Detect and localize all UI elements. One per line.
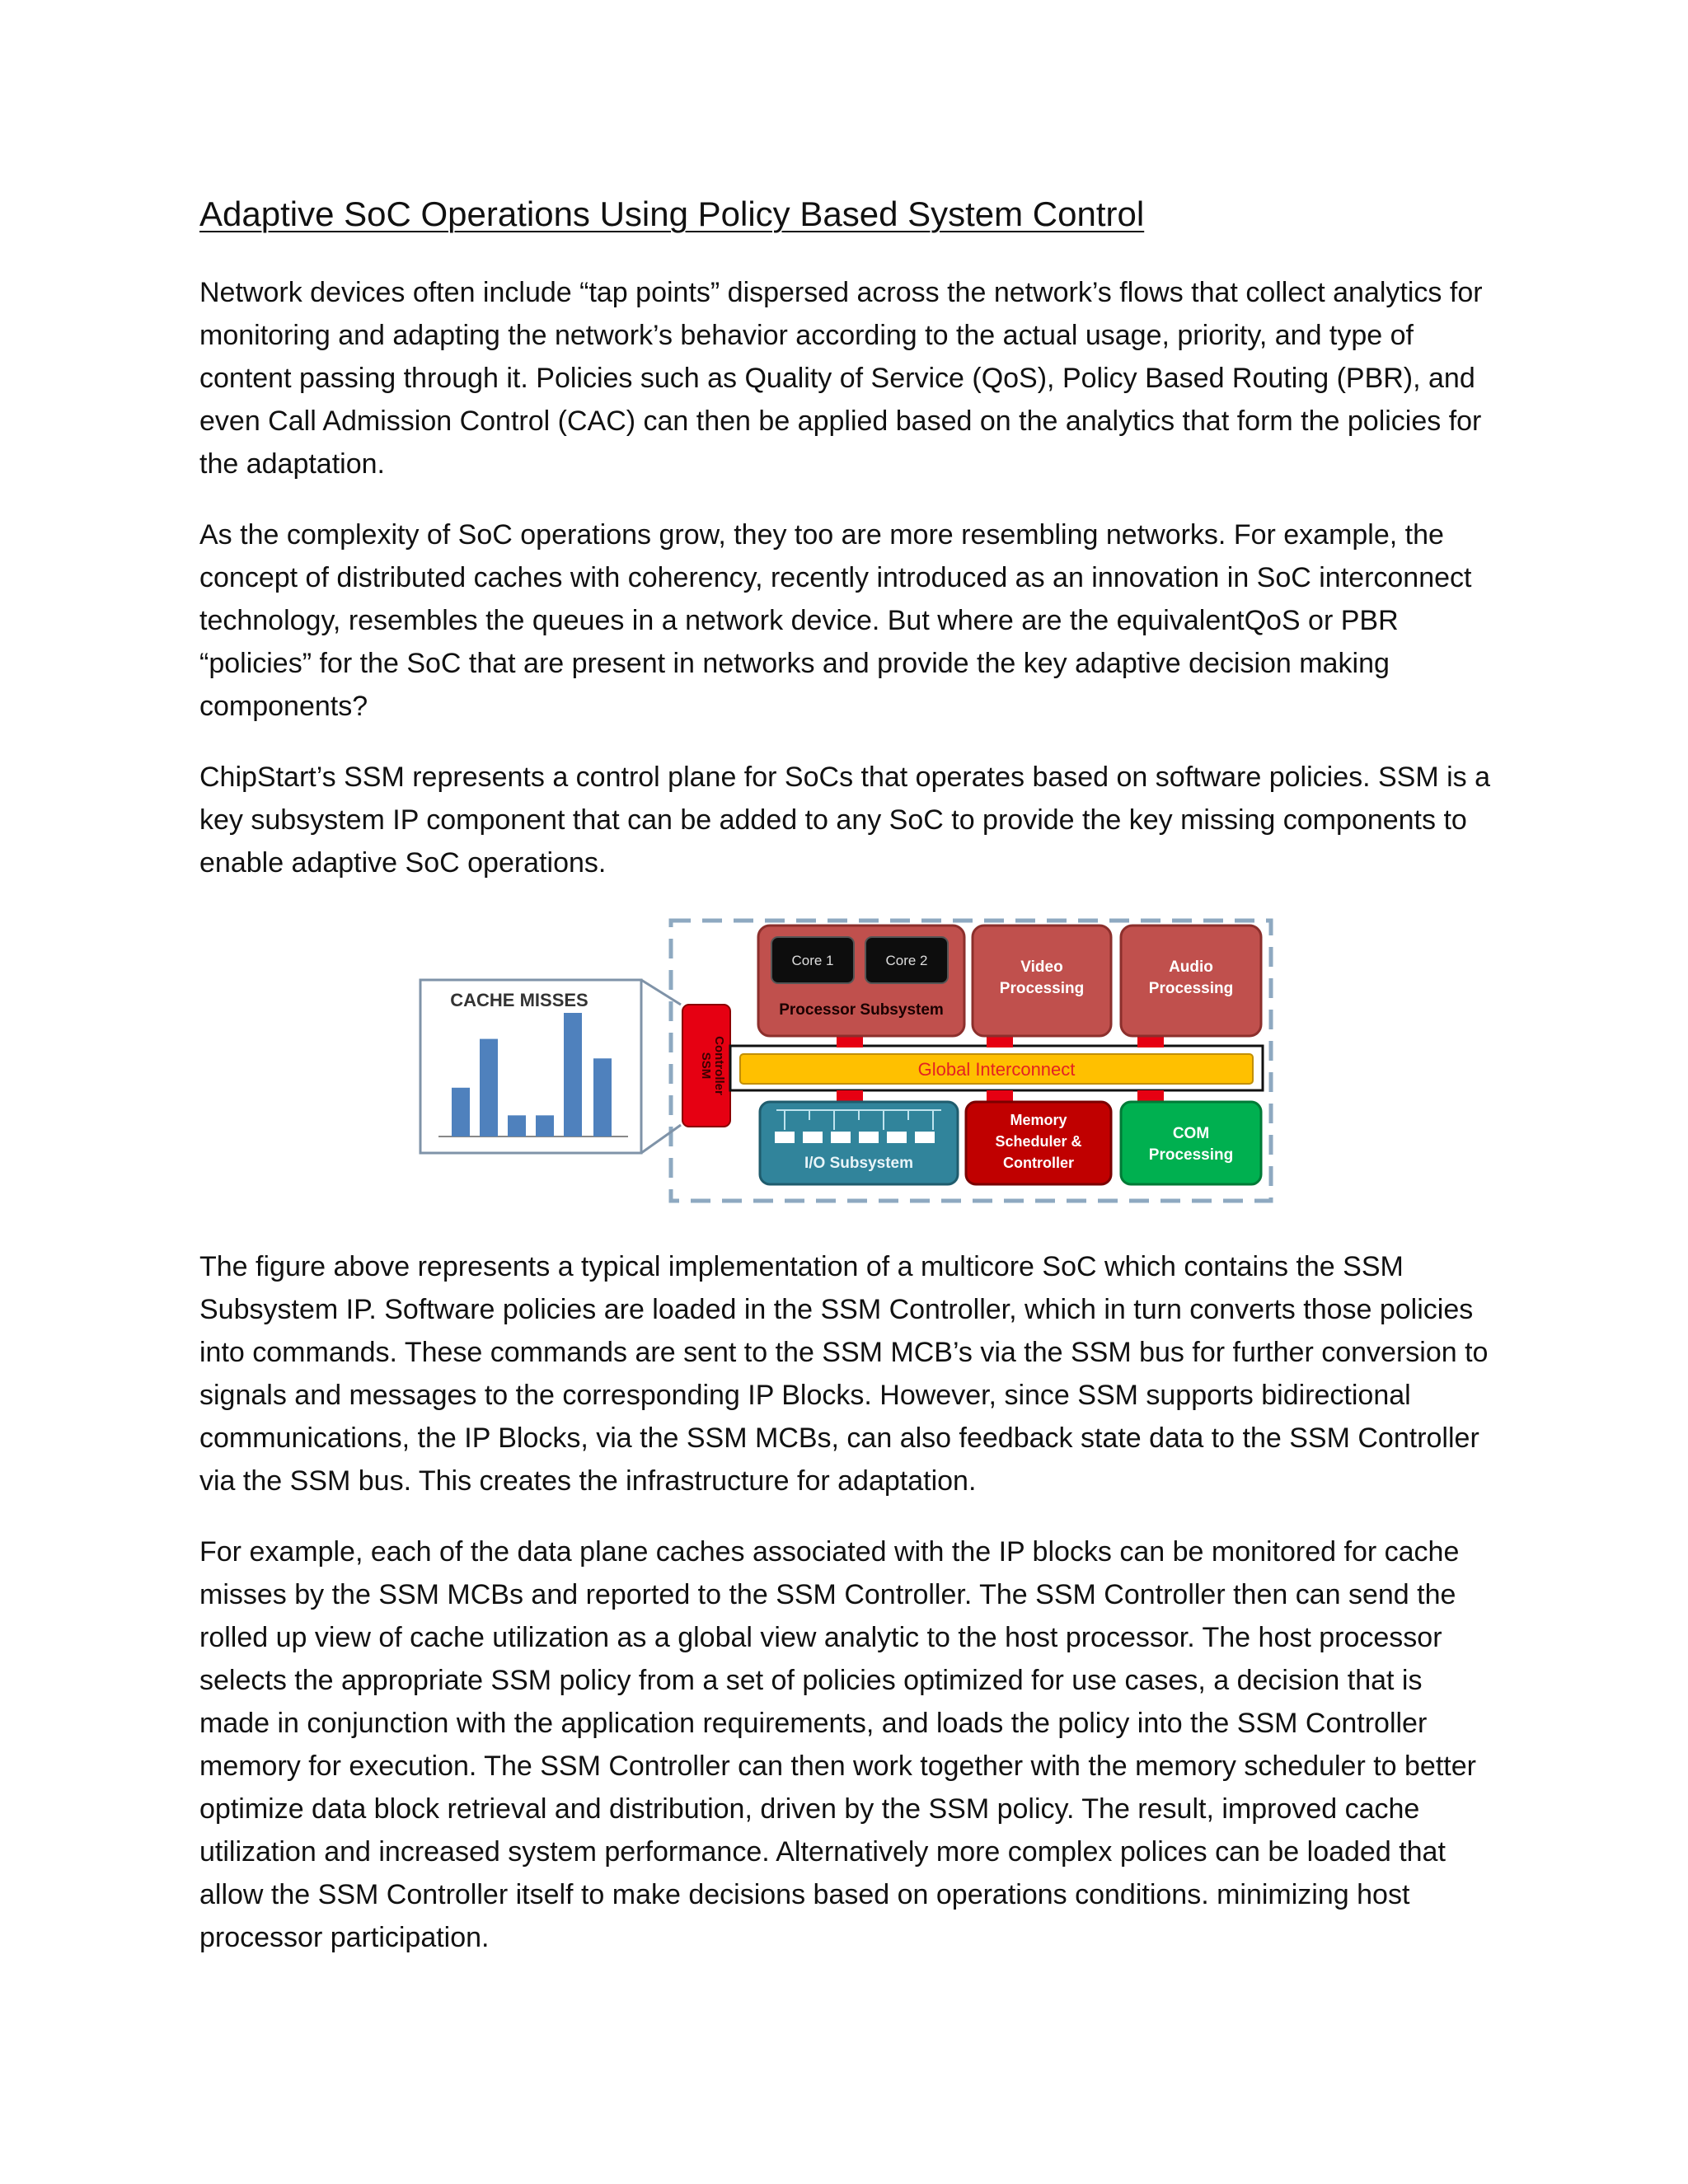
io-port	[915, 1132, 935, 1143]
memory-label-3: Controller	[1002, 1155, 1075, 1172]
paragraph-figure-description: The figure above represents a typical implementation of a multicore SoC which contains the SSM Subsystem IP. Software policies are loaded in the SSM Controller, which in turn converts those policies into commands. These commands are sent to the SSM MCB’s via the SSM bus for further conversion to signals and messages to the corresponding IP Blocks. However, since SSM supports bidirectional communications, the IP Blocks, via the SSM MCBs, can also feedback state data to the SSM Controller via the SSM bus. This creates the infrastructure for adaptation.	[199, 1251, 1489, 1497]
memory-label-2: Scheduler &	[995, 1133, 1082, 1151]
core-1-label: Core 1	[791, 953, 834, 969]
com-processing-block	[1121, 1102, 1261, 1184]
video-processing-label-1: Video	[1020, 958, 1063, 977]
document-page	[199, 194, 1493, 1987]
io-port	[887, 1132, 907, 1143]
audio-processing-label-1: Audio	[1169, 958, 1213, 977]
paragraph-cache-example: For example, each of the data plane caches associated with the IP blocks can be monitored for cache misses by the SSM MCBs and reported to the SSM Controller. The SSM Controller then can send the rolled up view of cache utilization as a global view analytic to the host processor. The host processor selects the appropriate SSM policy from a set of policies optimized for use cases, a decision that is made in conjunction with the application requirements, and loads the policy into the SSM Controller memory for execution. The SSM Controller can then work together with the memory scheduler to better optimize data block retrieval and distribution, driven by the SSM policy. The result, improved cache utilization and increased system performance. Alternatively more complex polices can be loaded that allow the SSM Controller itself to make decisions based on operations conditions. minimizing host processor participation.	[199, 1536, 1476, 1954]
cache-miss-bar	[480, 1039, 498, 1137]
io-port	[831, 1132, 851, 1143]
cache-miss-bar	[452, 1088, 470, 1137]
com-processing-label-2: Processing	[1148, 1146, 1234, 1165]
com-processing-label-1: COM	[1172, 1125, 1210, 1143]
cache-miss-bar	[593, 1059, 612, 1137]
document-title: Adaptive SoC Operations Using Policy Based System Control	[199, 194, 1145, 233]
cache-miss-bar	[536, 1116, 554, 1137]
chart-connector-top	[641, 980, 681, 1005]
cache-miss-bar	[564, 1013, 582, 1137]
cache-miss-bar	[508, 1116, 526, 1137]
cache-misses-title: CACHE MISSES	[450, 990, 588, 1011]
io-port	[775, 1132, 795, 1143]
ssm-controller-label-controller: Controller	[712, 1036, 726, 1096]
global-interconnect-label: Global Interconnect	[917, 1059, 1076, 1080]
io-subsystem-label: I/O Subsystem	[804, 1155, 913, 1173]
paragraph-soc-complexity: As the complexity of SoC operations grow, they too are more resembling networks. For example, the concept of distributed caches with coherency, recently introduced as an innovation in SoC interconnect technology, resembles the queues in a network device. But where are the equivalentQoS or PBR “policies” for the SoC that are present in networks and provide the key adaptive decision making components?	[199, 519, 1472, 723]
audio-processing-label-2: Processing	[1148, 980, 1234, 998]
soc-architecture-figure	[199, 912, 1493, 1217]
core-2-label: Core 2	[885, 953, 928, 969]
paragraph-network-tap-points: Network devices often include “tap points” dispersed across the network’s flows that collect analytics for monitoring and adapting the network’s behavior according to the actual usage, priority, and type of content passing through it. Policies such as Quality of Service (QoS), Policy Based Routing (PBR), and even Call Admission Control (CAC) can then be applied based on the analytics that form the policies for the adaptation.	[199, 277, 1483, 480]
io-port	[859, 1132, 879, 1143]
io-port	[803, 1132, 823, 1143]
processor-subsystem-label: Processor Subsystem	[779, 1001, 944, 1019]
paragraph-chipstart-ssm: ChipStart’s SSM represents a control plane for SoCs that operates based on software policies. SSM is a key subsystem IP component that can be added to any SoC to provide the key missing components to enable adaptive SoC operations.	[199, 762, 1491, 879]
video-processing-label-2: Processing	[999, 980, 1085, 998]
chart-connector-bottom	[641, 1125, 681, 1153]
soc-diagram	[414, 912, 1279, 1217]
memory-label-1: Memory	[1010, 1112, 1067, 1129]
ssm-controller-label-ssm: SSM	[699, 1052, 713, 1080]
